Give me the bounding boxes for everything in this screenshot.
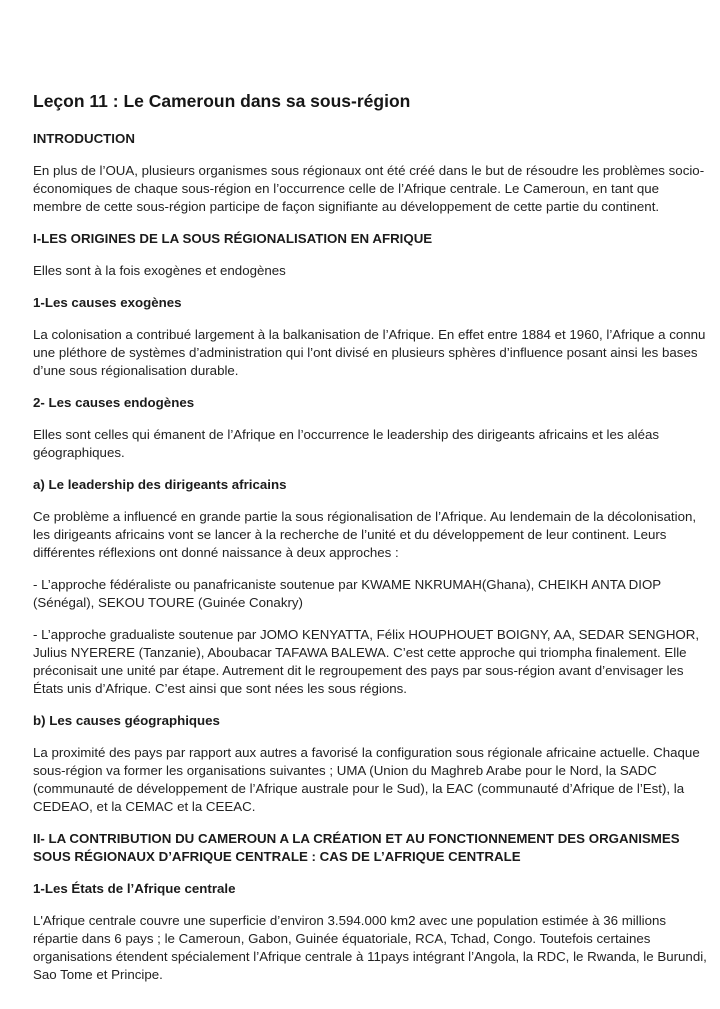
paragraph-afrique-centrale-superficie: L'Afrique centrale couvre une superficie d’environ 3.594.000 km2 avec une population estimée à 36 millions répartie dans 6 pays ; le Cameroun, Gabon, Guinée équatoriale, RCA, Tchad, Congo. Toutefois certaines organisations étendent spécialement l’Afrique centrale à 11pays intégrant l’Angola, la RDC, le Rwanda, le Burundi, Sao Tome et Principe. — [33, 913, 707, 982]
heading-contribution-cameroun: II- LA CONTRIBUTION DU CAMEROUN A LA CRÉATION ET AU FONCTIONNEMENT DES ORGANISMES SOUS RÉGIONAUX D’AFRIQUE CENTRALE : CAS DE L’AFRIQUE CENTRALE — [33, 831, 680, 864]
paragraph-causes-intro: Elles sont à la fois exogènes et endogènes — [33, 263, 286, 278]
heading-causes-geographiques: b) Les causes géographiques — [33, 713, 220, 728]
heading-leadership-dirigeants: a) Le leadership des dirigeants africains — [33, 477, 287, 492]
paragraph-proximite-pays: La proximité des pays par rapport aux autres a favorisé la configuration sous régionale africaine actuelle. Chaque sous-région va former les organisations suivantes ; UMA (Union du Maghreb Arabe pour le Nord, la SADC (communauté de développement de l’Afrique australe pour le Sud), la EAC (communauté d’Afrique de l’Est), la CEDEAO, et la CEMAC et la CEEAC. — [33, 745, 700, 814]
paragraph-introduction: En plus de l’OUA, plusieurs organismes sous régionaux ont été créé dans le but de résoudre les problèmes socio-économiques de chaque sous-région en l’occurrence celle de l’Afrique centrale. Le Cameroun, en tant que membre de cette sous-région participe de façon signifiante au développement de cette partie du continent. — [33, 163, 705, 214]
heading-origines-sous-regionalisation: I-LES ORIGINES DE LA SOUS RÉGIONALISATION EN AFRIQUE — [33, 231, 433, 246]
heading-causes-exogenes: 1-Les causes exogènes — [33, 295, 182, 310]
paragraph-leadership: Ce problème a influencé en grande partie la sous régionalisation de l’Afrique. Au lendemain de la décolonisation, les dirigeants africains vont se lancer à la recherche de l’unité et du développement de leur continent. Leurs différentes réflexions ont donné naissance à deux approches : — [33, 509, 697, 560]
heading-introduction: INTRODUCTION — [33, 131, 135, 146]
paragraph-approche-federaliste: - L’approche fédéraliste ou panafricaniste soutenue par KWAME NKRUMAH(Ghana), CHEIKH ANTA DIOP (Sénégal), SEKOU TOURE (Guinée Conakry) — [33, 577, 661, 610]
paragraph-causes-endogenes: Elles sont celles qui émanent de l’Afrique en l’occurrence le leadership des dirigeants africains et les aléas géographiques. — [33, 427, 660, 460]
page-title: Leçon 11 : Le Cameroun dans sa sous-région — [33, 91, 411, 111]
paragraph-colonisation: La colonisation a contribué largement à la balkanisation de l’Afrique. En effet entre 1884 et 1960, l’Afrique a connu une pléthore de systèmes d’administration qui l’ont divisé en plusieurs sphères d’influence posant ainsi les bases d’une sous régionalisation durable. — [33, 327, 706, 378]
heading-causes-endogenes: 2- Les causes endogènes — [33, 395, 195, 410]
heading-etats-afrique-centrale: 1-Les États de l’Afrique centrale — [33, 881, 236, 896]
paragraph-approche-gradualiste: - L’approche gradualiste soutenue par JOMO KENYATTA, Félix HOUPHOUET BOIGNY, AA, SEDAR SENGHOR, Julius NYERERE (Tanzanie), Aboubacar TAFAWA BALEWA. C’est cette approche qui triompha finalement. Elle préconisait une unité par étape. Autrement dit le regroupement des pays par sous-région avant d’envisager les États unis d’Afrique. C’est ainsi que sont nées les sous régions. — [33, 627, 700, 696]
